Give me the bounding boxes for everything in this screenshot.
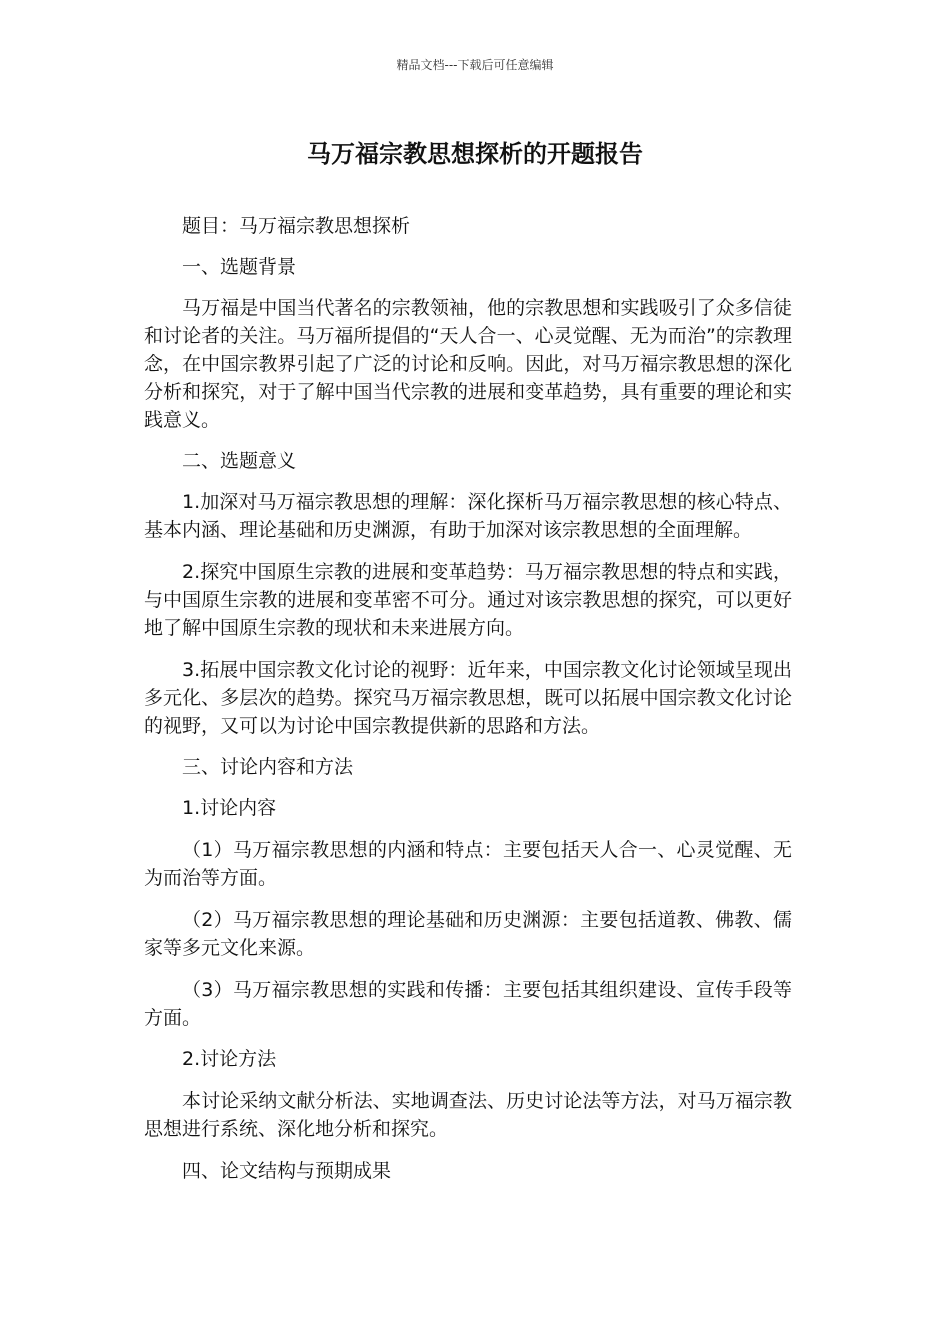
section-heading-structure: 四、论文结构与预期成果	[182, 1160, 392, 1182]
subheading-methods: 2.讨论方法	[182, 1048, 277, 1070]
section-heading-background: 一、选题背景	[182, 256, 297, 278]
content-item-1: （1）马万福宗教思想的内涵和特点：主要包括天人合一、心灵觉醒、无为而治等方面。	[144, 839, 792, 889]
document-title: 马万福宗教思想探析的开题报告	[307, 140, 643, 168]
document-body	[144, 212, 792, 1185]
section-heading-significance: 二、选题意义	[182, 450, 297, 472]
section-heading-content-methods: 三、讨论内容和方法	[182, 756, 354, 778]
significance-item-2: 2.探究中国原生宗教的进展和变革趋势：马万福宗教思想的特点和实践，与中国原生宗教的进展和变革密不可分。通过对该宗教思想的探究，可以更好地了解中国原生宗教的现状和未来进展方向。	[144, 561, 792, 639]
methods-paragraph: 本讨论采纳文献分析法、实地调查法、历史讨论法等方法，对马万福宗教思想进行系统、深化地分析和探究。	[144, 1090, 792, 1140]
header-note: 精品文档---下载后可任意编辑	[396, 58, 554, 72]
significance-item-3: 3.拓展中国宗教文化讨论的视野：近年来，中国宗教文化讨论领域呈现出多元化、多层次的趋势。探究马万福宗教思想，既可以拓展中国宗教文化讨论的视野，又可以为讨论中国宗教提供新的思路和方法。	[144, 659, 792, 737]
content-item-3: （3）马万福宗教思想的实践和传播：主要包括其组织建设、宣传手段等方面。	[144, 979, 792, 1029]
subheading-content: 1.讨论内容	[182, 797, 277, 819]
background-paragraph: 马万福是中国当代著名的宗教领袖，他的宗教思想和实践吸引了众多信徒和讨论者的关注。马万福所提倡的“天人合一、心灵觉醒、无为而治”的宗教理念，在中国宗教界引起了广泛的讨论和反响。因此，对马万福宗教思想的深化分析和探究，对于了解中国当代宗教的进展和变革趋势，具有重要的理论和实践意义。	[144, 297, 792, 431]
content-item-2: （2）马万福宗教思想的理论基础和历史渊源：主要包括道教、佛教、儒家等多元文化来源。	[144, 909, 792, 959]
significance-item-1: 1.加深对马万福宗教思想的理解：深化探析马万福宗教思想的核心特点、基本内涵、理论基础和历史渊源，有助于加深对该宗教思想的全面理解。	[144, 491, 792, 541]
topic-line: 题目：马万福宗教思想探析	[182, 215, 411, 237]
